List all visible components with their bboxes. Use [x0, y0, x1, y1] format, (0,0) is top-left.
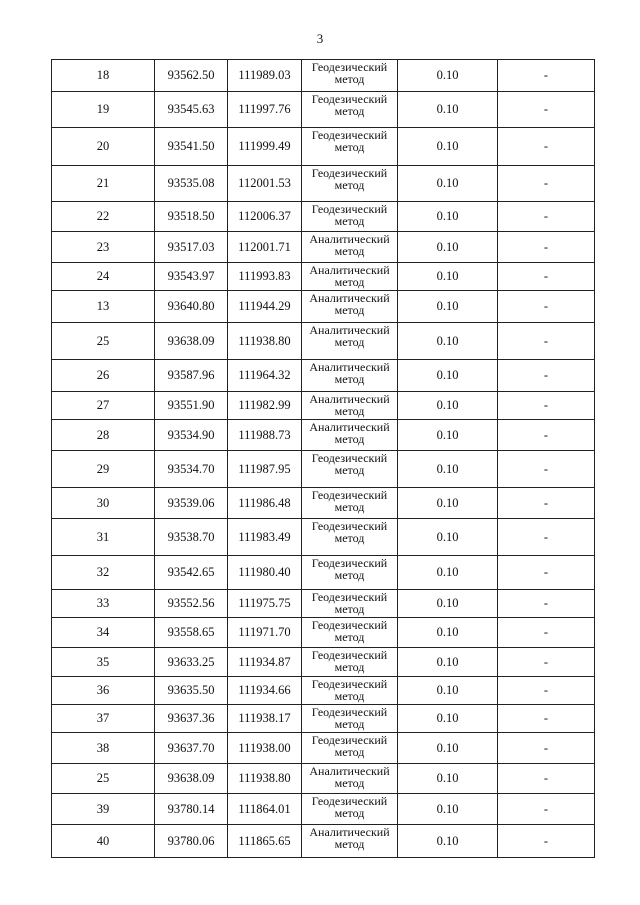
precision-cell: 0.10: [398, 360, 498, 392]
y-coordinate-cell: 111975.75: [228, 590, 302, 618]
method-name-line: Геодезический: [311, 556, 388, 570]
note-cell: -: [498, 392, 595, 420]
method-name-line: Геодезический: [311, 488, 388, 502]
note-cell: -: [498, 92, 595, 128]
method-word-line: метод: [334, 500, 365, 514]
y-coordinate-cell: 111983.49: [228, 519, 302, 556]
y-coordinate-cell: 111944.29: [228, 291, 302, 323]
precision-cell: 0.10: [398, 451, 498, 488]
method-cell: [302, 705, 398, 733]
coordinates-table: [51, 59, 595, 858]
y-coordinate-cell: 111938.17: [228, 705, 302, 733]
method-word-line: метод: [334, 335, 365, 349]
method-cell: [302, 360, 398, 392]
method-word-line: метод: [334, 432, 365, 446]
method-word-line: метод: [334, 463, 365, 477]
page-number: 3: [316, 31, 324, 46]
method-cell: [302, 618, 398, 648]
note-cell: -: [498, 60, 595, 92]
method-cell: [302, 825, 398, 858]
method-name-line: Аналитический: [309, 291, 390, 305]
y-coordinate-cell: 112001.71: [228, 232, 302, 263]
method-cell: [302, 263, 398, 291]
method-name-line: Геодезический: [311, 733, 388, 747]
x-coordinate-cell: 93637.70: [155, 733, 228, 764]
table-row: [52, 705, 595, 733]
method-name-line: Геодезический: [311, 648, 388, 662]
note-cell: -: [498, 519, 595, 556]
method-word-line: метод: [334, 745, 365, 759]
table-row: [52, 291, 595, 323]
table-row: [52, 556, 595, 590]
y-coordinate-cell: 112006.37: [228, 202, 302, 232]
table-row: [52, 263, 595, 291]
note-cell: -: [498, 733, 595, 764]
precision-cell: 0.10: [398, 794, 498, 825]
x-coordinate-cell: 93552.56: [155, 590, 228, 618]
note-cell: -: [498, 291, 595, 323]
y-coordinate-cell: 112001.53: [228, 166, 302, 202]
table-row: [52, 360, 595, 392]
method-cell: [302, 392, 398, 420]
table-row: [52, 794, 595, 825]
method-name-line: Геодезический: [311, 677, 388, 691]
note-cell: -: [498, 705, 595, 733]
method-word-line: метод: [334, 404, 365, 418]
method-cell: [302, 556, 398, 590]
precision-cell: 0.10: [398, 166, 498, 202]
point-number-cell: 13: [52, 291, 155, 323]
x-coordinate-cell: 93640.80: [155, 291, 228, 323]
x-coordinate-cell: 93780.14: [155, 794, 228, 825]
point-number-cell: 35: [52, 648, 155, 677]
method-word-line: метод: [334, 244, 365, 258]
method-word-line: метод: [334, 303, 365, 317]
y-coordinate-cell: 111938.80: [228, 323, 302, 360]
note-cell: -: [498, 618, 595, 648]
method-cell: [302, 519, 398, 556]
x-coordinate-cell: 93558.65: [155, 618, 228, 648]
method-name-line: Аналитический: [309, 263, 390, 277]
x-coordinate-cell: 93534.70: [155, 451, 228, 488]
x-coordinate-cell: 93562.50: [155, 60, 228, 92]
x-coordinate-cell: 93534.90: [155, 420, 228, 451]
x-coordinate-cell: 93638.09: [155, 764, 228, 794]
method-name-line: Аналитический: [309, 825, 390, 839]
method-name-line: Геодезический: [311, 202, 388, 216]
table-row: [52, 648, 595, 677]
note-cell: -: [498, 263, 595, 291]
precision-cell: 0.10: [398, 733, 498, 764]
y-coordinate-cell: 111989.03: [228, 60, 302, 92]
x-coordinate-cell: 93633.25: [155, 648, 228, 677]
table-row: [52, 451, 595, 488]
point-number-cell: 34: [52, 618, 155, 648]
method-name-line: Геодезический: [311, 451, 388, 465]
precision-cell: 0.10: [398, 618, 498, 648]
method-cell: [302, 451, 398, 488]
x-coordinate-cell: 93538.70: [155, 519, 228, 556]
note-cell: -: [498, 451, 595, 488]
y-coordinate-cell: 111938.00: [228, 733, 302, 764]
y-coordinate-cell: 111993.83: [228, 263, 302, 291]
method-cell: [302, 291, 398, 323]
method-word-line: метод: [334, 214, 365, 228]
table-row: [52, 202, 595, 232]
precision-cell: 0.10: [398, 128, 498, 166]
method-cell: [302, 764, 398, 794]
precision-cell: 0.10: [398, 648, 498, 677]
note-cell: -: [498, 648, 595, 677]
method-word-line: метод: [334, 178, 365, 192]
precision-cell: 0.10: [398, 764, 498, 794]
method-name-line: Геодезический: [311, 590, 388, 604]
method-name-line: Геодезический: [311, 128, 388, 142]
point-number-cell: 37: [52, 705, 155, 733]
x-coordinate-cell: 93542.65: [155, 556, 228, 590]
table-row: [52, 733, 595, 764]
method-cell: [302, 232, 398, 263]
method-word-line: метод: [334, 104, 365, 118]
method-word-line: метод: [334, 717, 365, 731]
method-cell: [302, 166, 398, 202]
note-cell: -: [498, 590, 595, 618]
note-cell: -: [498, 488, 595, 519]
method-cell: [302, 202, 398, 232]
note-cell: -: [498, 323, 595, 360]
point-number-cell: 38: [52, 733, 155, 764]
method-name-line: Геодезический: [311, 60, 388, 74]
note-cell: -: [498, 556, 595, 590]
table-row: [52, 590, 595, 618]
method-word-line: метод: [334, 837, 365, 851]
method-name-line: Геодезический: [311, 705, 388, 719]
precision-cell: 0.10: [398, 825, 498, 858]
method-name-line: Геодезический: [311, 92, 388, 106]
method-word-line: метод: [334, 275, 365, 289]
point-number-cell: 21: [52, 166, 155, 202]
point-number-cell: 32: [52, 556, 155, 590]
point-number-cell: 18: [52, 60, 155, 92]
method-cell: [302, 488, 398, 519]
method-word-line: метод: [334, 602, 365, 616]
note-cell: -: [498, 166, 595, 202]
x-coordinate-cell: 93517.03: [155, 232, 228, 263]
method-cell: [302, 420, 398, 451]
y-coordinate-cell: 111980.40: [228, 556, 302, 590]
method-name-line: Аналитический: [309, 764, 390, 778]
point-number-cell: 39: [52, 794, 155, 825]
precision-cell: 0.10: [398, 323, 498, 360]
method-word-line: метод: [334, 568, 365, 582]
method-name-line: Аналитический: [309, 420, 390, 434]
method-cell: [302, 60, 398, 92]
precision-cell: 0.10: [398, 60, 498, 92]
table-row: [52, 677, 595, 705]
x-coordinate-cell: 93541.50: [155, 128, 228, 166]
x-coordinate-cell: 93587.96: [155, 360, 228, 392]
precision-cell: 0.10: [398, 202, 498, 232]
method-cell: [302, 648, 398, 677]
point-number-cell: 31: [52, 519, 155, 556]
x-coordinate-cell: 93535.08: [155, 166, 228, 202]
method-cell: [302, 590, 398, 618]
precision-cell: 0.10: [398, 519, 498, 556]
note-cell: -: [498, 420, 595, 451]
table-row: [52, 392, 595, 420]
method-name-line: Аналитический: [309, 323, 390, 337]
method-word-line: метод: [334, 806, 365, 820]
method-cell: [302, 677, 398, 705]
point-number-cell: 19: [52, 92, 155, 128]
point-number-cell: 22: [52, 202, 155, 232]
y-coordinate-cell: 111865.65: [228, 825, 302, 858]
note-cell: -: [498, 825, 595, 858]
table-row: [52, 92, 595, 128]
method-cell: [302, 733, 398, 764]
method-name-line: Аналитический: [309, 392, 390, 406]
table-row: [52, 128, 595, 166]
point-number-cell: 24: [52, 263, 155, 291]
y-coordinate-cell: 111982.99: [228, 392, 302, 420]
method-word-line: метод: [334, 776, 365, 790]
x-coordinate-cell: 93539.06: [155, 488, 228, 519]
method-name-line: Аналитический: [309, 360, 390, 374]
method-cell: [302, 323, 398, 360]
point-number-cell: 29: [52, 451, 155, 488]
table-row: [52, 60, 595, 92]
precision-cell: 0.10: [398, 590, 498, 618]
note-cell: -: [498, 232, 595, 263]
point-number-cell: 30: [52, 488, 155, 519]
point-number-cell: 28: [52, 420, 155, 451]
table-row: [52, 323, 595, 360]
note-cell: -: [498, 677, 595, 705]
table-row: [52, 618, 595, 648]
precision-cell: 0.10: [398, 392, 498, 420]
y-coordinate-cell: 111988.73: [228, 420, 302, 451]
table-row: [52, 166, 595, 202]
method-cell: [302, 794, 398, 825]
table-row: [52, 764, 595, 794]
method-name-line: Аналитический: [309, 232, 390, 246]
precision-cell: 0.10: [398, 488, 498, 519]
method-word-line: метод: [334, 140, 365, 154]
precision-cell: 0.10: [398, 92, 498, 128]
method-word-line: метод: [334, 531, 365, 545]
y-coordinate-cell: 111986.48: [228, 488, 302, 519]
table-row: [52, 232, 595, 263]
x-coordinate-cell: 93518.50: [155, 202, 228, 232]
point-number-cell: 40: [52, 825, 155, 858]
y-coordinate-cell: 111999.49: [228, 128, 302, 166]
x-coordinate-cell: 93780.06: [155, 825, 228, 858]
note-cell: -: [498, 794, 595, 825]
y-coordinate-cell: 111934.66: [228, 677, 302, 705]
x-coordinate-cell: 93635.50: [155, 677, 228, 705]
point-number-cell: 25: [52, 764, 155, 794]
x-coordinate-cell: 93543.97: [155, 263, 228, 291]
point-number-cell: 26: [52, 360, 155, 392]
method-cell: [302, 128, 398, 166]
note-cell: -: [498, 202, 595, 232]
note-cell: -: [498, 128, 595, 166]
point-number-cell: 33: [52, 590, 155, 618]
table-row: [52, 825, 595, 858]
precision-cell: 0.10: [398, 556, 498, 590]
y-coordinate-cell: 111964.32: [228, 360, 302, 392]
method-name-line: Геодезический: [311, 519, 388, 533]
point-number-cell: 25: [52, 323, 155, 360]
method-word-line: метод: [334, 689, 365, 703]
point-number-cell: 36: [52, 677, 155, 705]
y-coordinate-cell: 111938.80: [228, 764, 302, 794]
x-coordinate-cell: 93637.36: [155, 705, 228, 733]
precision-cell: 0.10: [398, 291, 498, 323]
table-row: [52, 420, 595, 451]
method-name-line: Геодезический: [311, 794, 388, 808]
y-coordinate-cell: 111864.01: [228, 794, 302, 825]
x-coordinate-cell: 93545.63: [155, 92, 228, 128]
point-number-cell: 27: [52, 392, 155, 420]
method-word-line: метод: [334, 372, 365, 386]
x-coordinate-cell: 93551.90: [155, 392, 228, 420]
y-coordinate-cell: 111987.95: [228, 451, 302, 488]
method-name-line: Геодезический: [311, 618, 388, 632]
precision-cell: 0.10: [398, 677, 498, 705]
y-coordinate-cell: 111971.70: [228, 618, 302, 648]
note-cell: -: [498, 764, 595, 794]
precision-cell: 0.10: [398, 420, 498, 451]
precision-cell: 0.10: [398, 263, 498, 291]
point-number-cell: 20: [52, 128, 155, 166]
method-cell: [302, 92, 398, 128]
method-word-line: метод: [334, 660, 365, 674]
table-row: [52, 519, 595, 556]
method-word-line: метод: [334, 72, 365, 86]
method-word-line: метод: [334, 630, 365, 644]
x-coordinate-cell: 93638.09: [155, 323, 228, 360]
point-number-cell: 23: [52, 232, 155, 263]
precision-cell: 0.10: [398, 232, 498, 263]
y-coordinate-cell: 111934.87: [228, 648, 302, 677]
table-row: [52, 488, 595, 519]
y-coordinate-cell: 111997.76: [228, 92, 302, 128]
note-cell: -: [498, 360, 595, 392]
precision-cell: 0.10: [398, 705, 498, 733]
method-name-line: Геодезический: [311, 166, 388, 180]
